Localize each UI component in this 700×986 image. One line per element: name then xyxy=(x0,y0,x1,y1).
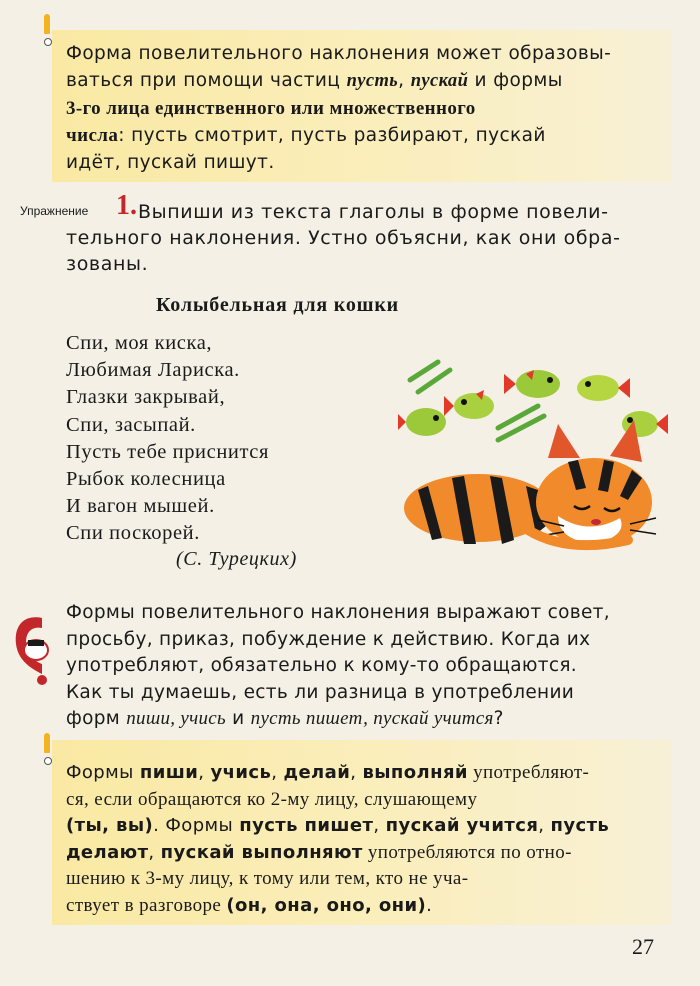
rule-2-text: Формы пиши, учись, делай, выполняй употребляют- ся, если обращаются ко 2-му лицу, слушающему (ты, вы). Формы пусть пишет, пускай учится, пусть делают, пускай выполняют употребляются по отно- шению к 3-му лицу, к тому или тем, кто не уча- ствует в разговоре (он, она, оно, они). xyxy=(66,762,610,916)
poem xyxy=(66,330,269,548)
page-number: 27 xyxy=(632,934,654,959)
question-text: Формы повелительного наклонения выражают совет, просьбу, приказ, побуждение к действию. Когда их употребляют, обязательно к кому-то обращаются. Как ты думаешь, есть ли разница в употреблении форм пиши, учись и пусть пишет, пускай учится? xyxy=(66,602,610,730)
poem-line: Спи поскорей. xyxy=(66,522,200,545)
question-mark-icon xyxy=(12,610,54,686)
cat-icon xyxy=(404,420,656,546)
rule-1-text: Форма повелительного наклонения может образовы- ваться при помощи частиц пусть, пускай и формы 3-го лица единственного или множественного числа: пусть смотрит, пусть разбирают, пускай идёт, пускай пишут. xyxy=(66,43,612,173)
poem-line: Пусть тебе приснится xyxy=(66,440,269,463)
exercise-label: Упражнение xyxy=(20,204,89,218)
poem-line: Любимая Лариска. xyxy=(66,359,240,382)
cat-fish-illustration xyxy=(398,340,678,560)
poem-line: Спи, засыпай. xyxy=(66,413,196,436)
exclamation-mark-icon xyxy=(38,733,56,769)
poem-line: Глазки закрывай, xyxy=(66,386,226,409)
poem-author: (С. Турецких) xyxy=(176,548,297,570)
exercise-number: 1. xyxy=(116,190,137,221)
poem-line: И вагон мышей. xyxy=(66,495,215,518)
poem-line: Рыбок колесница xyxy=(66,468,226,491)
exercise-text: Выпиши из текста глаголы в форме повели- тельного наклонения. Устно объясни, как они обра- зованы. xyxy=(66,201,621,275)
poem-line: Спи, моя киска, xyxy=(66,332,213,354)
exclamation-mark-icon xyxy=(38,14,56,50)
poem-title: Колыбельная для кошки xyxy=(156,294,399,316)
